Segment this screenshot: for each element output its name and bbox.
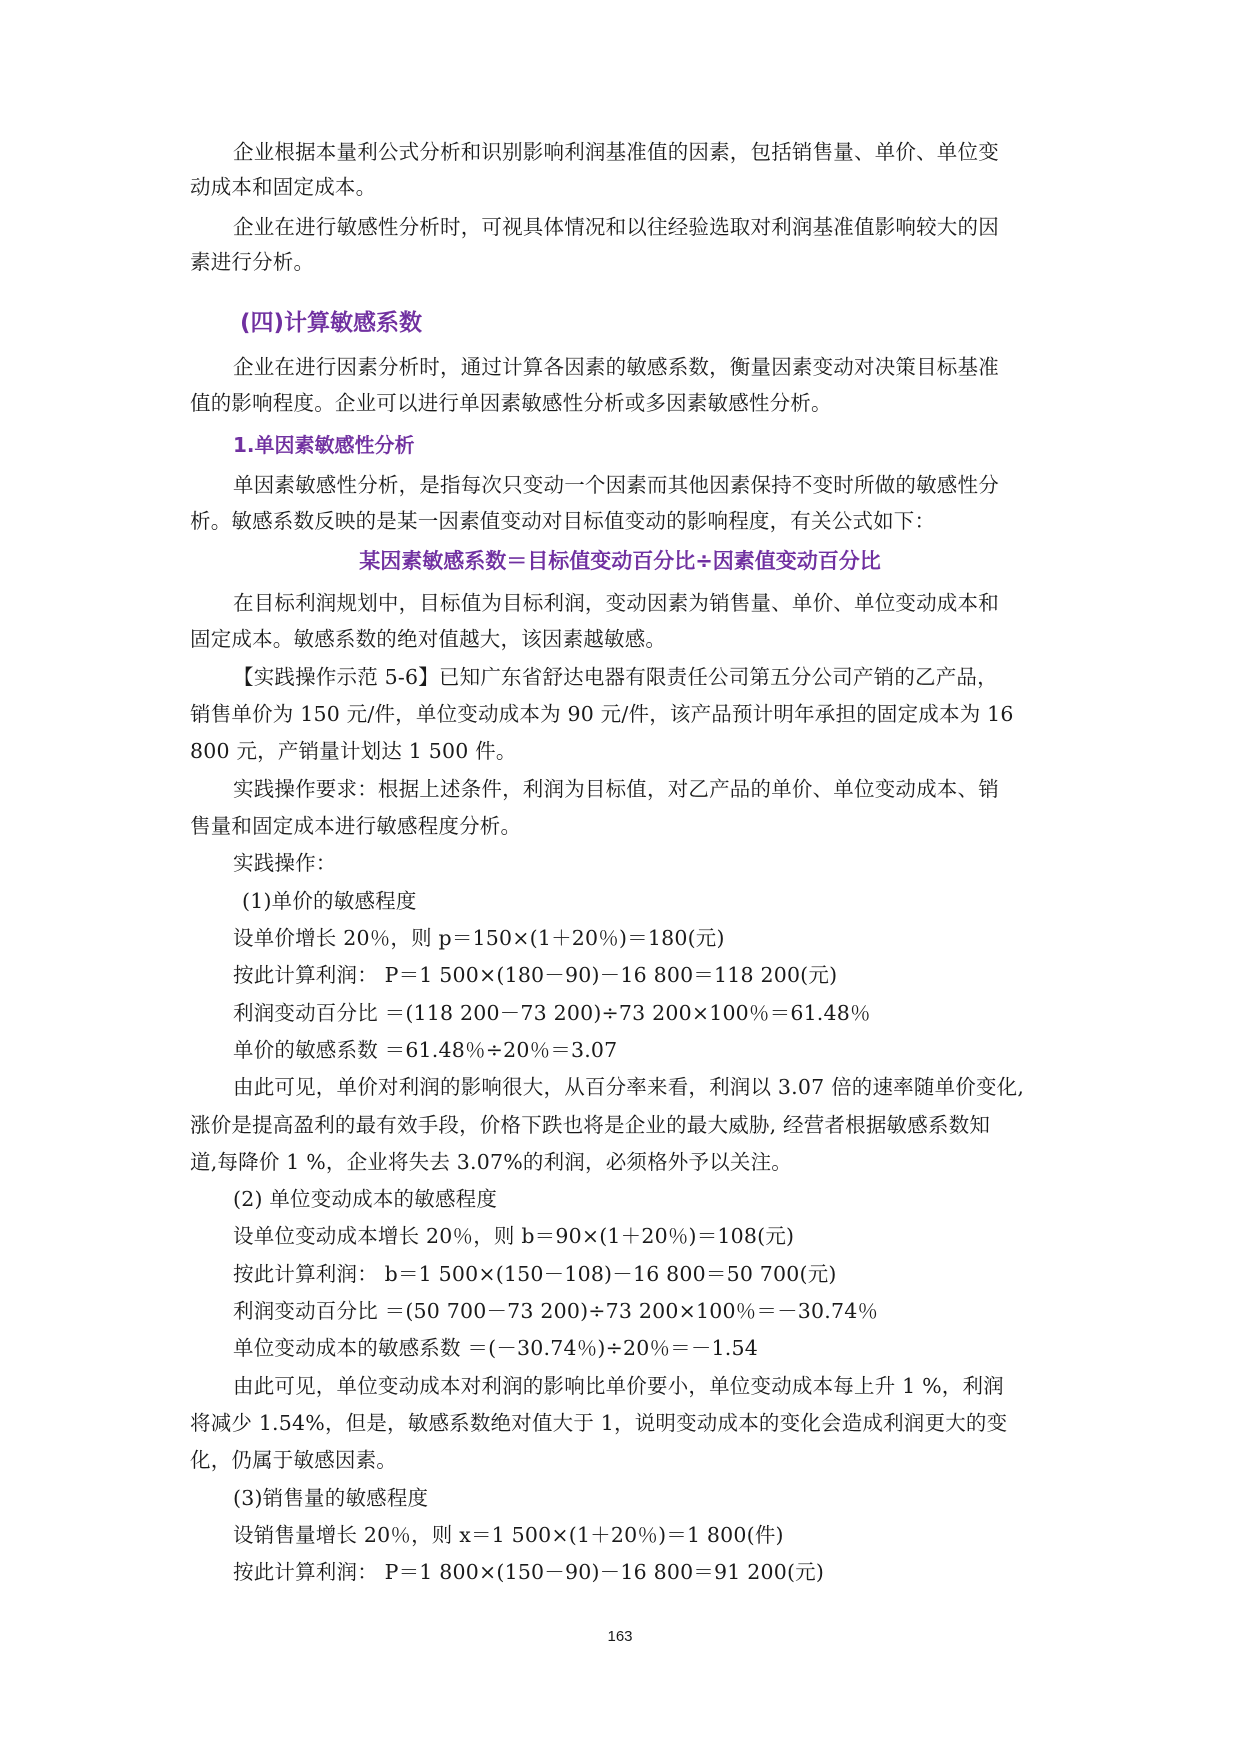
text-line: 化，仍属于敏感因素。 [190, 1448, 397, 1472]
text-line: 析。敏感系数反映的是某一因素值变动对目标值变动的影响程度，有关公式如下： [190, 509, 936, 533]
text-line: 涨价是提高盈利的最有效手段，价格下跌也将是企业的最大威胁, 经营者根据敏感系数知 [190, 1113, 991, 1137]
text-line: 按此计算利润： P＝1 800×(150－90)－16 800＝91 200(元) [233, 1560, 825, 1584]
text-line: 企业在进行因素分析时，通过计算各因素的敏感系数，衡量因素变动对决策目标基准 [233, 355, 999, 379]
text-line: 按此计算利润： b＝1 500×(150－108)－16 800＝50 700(元) [233, 1262, 837, 1286]
text-line: 单位变动成本的敏感系数 ＝(－30.74％)÷20％＝－1.54 [233, 1336, 759, 1360]
text-line: 实践操作要求：根据上述条件，利润为目标值，对乙产品的单价、单位变动成本、销 [233, 777, 999, 801]
text-line: 销售单价为 150 元/件，单位变动成本为 90 元/件，该产品预计明年承担的固定成本为 16 [190, 702, 1014, 726]
text-line: 设销售量增长 20％，则 x＝1 500×(1＋20％)＝1 800(件) [233, 1523, 784, 1547]
formula-heading: 某因素敏感系数＝目标值变动百分比÷因素值变动百分比 [359, 549, 881, 573]
text-line: 将减少 1.54%，但是，敏感系数绝对值大于 1，说明变动成本的变化会造成利润更大的变 [190, 1411, 1008, 1435]
text-line: 800 元，产销量计划达 1 500 件。 [190, 739, 517, 763]
text-line: 企业根据本量利公式分析和识别影响利润基准值的因素，包括销售量、单价、单位变 [233, 140, 999, 164]
text-line: 设单位变动成本增长 20％，则 b＝90×(1＋20％)＝108(元) [233, 1224, 795, 1248]
text-line: 企业在进行敏感性分析时，可视具体情况和以往经验选取对利润基准值影响较大的因 [233, 215, 999, 239]
text-line: 素进行分析。 [190, 250, 315, 274]
text-line: 利润变动百分比 ＝(50 700－73 200)÷73 200×100％＝－30.74％ [233, 1299, 879, 1323]
page-number: 163 [607, 1628, 633, 1645]
text-line: 动成本和固定成本。 [190, 175, 377, 199]
text-line: 由此可见，单位变动成本对利润的影响比单价要小，单位变动成本每上升 1 %，利润 [233, 1374, 1004, 1398]
text-line: 值的影响程度。企业可以进行单因素敏感性分析或多因素敏感性分析。 [190, 391, 832, 415]
section-heading: (四)计算敏感系数 [240, 310, 423, 336]
text-line: (2) 单位变动成本的敏感程度 [233, 1187, 498, 1211]
text-line: 在目标利润规划中，目标值为目标利润，变动因素为销售量、单价、单位变动成本和 [233, 591, 999, 615]
text-line: (1)单价的敏感程度 [242, 889, 417, 913]
text-line: 【实践操作示范 5-6】已知广东省舒达电器有限责任公司第五分公司产销的乙产品， [233, 665, 998, 689]
text-line: 单因素敏感性分析，是指每次只变动一个因素而其他因素保持不变时所做的敏感性分 [233, 473, 999, 497]
text-line: 实践操作： [233, 851, 337, 875]
text-line: 利润变动百分比 ＝(118 200－73 200)÷73 200×100％＝61.48％ [233, 1001, 871, 1025]
subsection-heading: 1.单因素敏感性分析 [233, 433, 415, 457]
text-line: (3)销售量的敏感程度 [233, 1486, 429, 1510]
text-line: 设单价增长 20％，则 p＝150×(1＋20％)＝180(元) [233, 926, 725, 950]
text-line: 固定成本。敏感系数的绝对值越大，该因素越敏感。 [190, 627, 667, 651]
text-line: 售量和固定成本进行敏感程度分析。 [190, 814, 522, 838]
text-line: 由此可见，单价对利润的影响很大，从百分率来看，利润以 3.07 倍的速率随单价变化, [233, 1075, 1025, 1099]
text-line: 按此计算利润： P＝1 500×(180－90)－16 800＝118 200(元) [233, 963, 838, 987]
text-line: 单价的敏感系数 ＝61.48％÷20％＝3.07 [233, 1038, 618, 1062]
text-line: 道,每降价 1 %，企业将失去 3.07%的利润，必须格外予以关注。 [190, 1150, 793, 1174]
